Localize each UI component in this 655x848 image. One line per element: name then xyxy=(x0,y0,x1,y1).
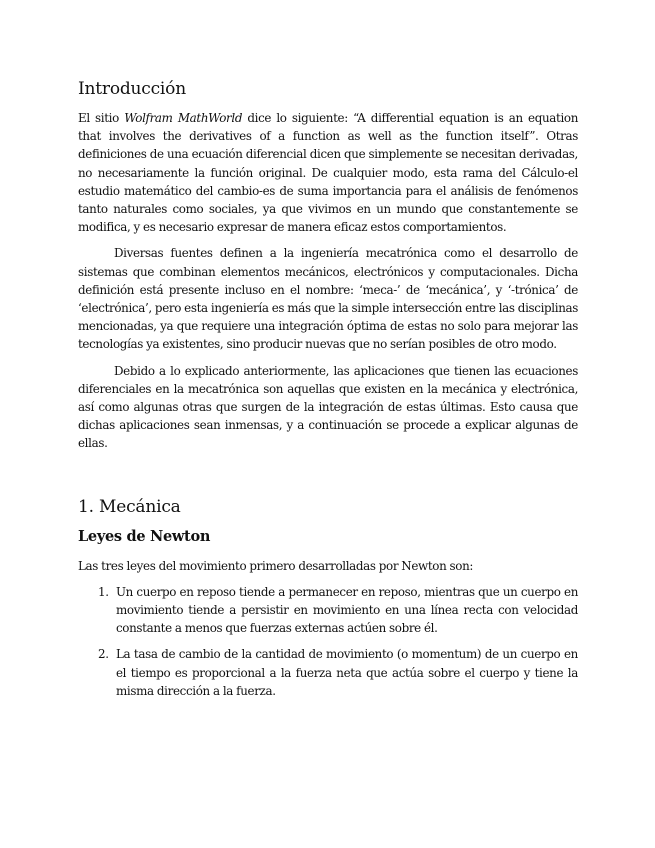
intro-paragraph-1 xyxy=(78,109,578,236)
document-page xyxy=(78,78,578,708)
newton-laws-list xyxy=(78,583,578,700)
source-name: Wolfram MathWorld xyxy=(124,111,243,125)
intro-paragraph-1-rest: dice lo siguiente: “A differential equation is an equation that involves the derivatives of a function as well as the function itself”. Otras definiciones de una ecuación diferencial dicen que simplemente se necesitan derivadas, no necesariamente la función original. De cualquier modo, esta rama del Cálculo-el estudio matemático del cambio-es de suma importancia para el análisis de fenómenos tanto naturales como sociales, ya que vivimos en un mundo que constantemente se modifica, y es necesario expresar de manera eficaz estos comportamientos. xyxy=(78,111,579,235)
list-item-text: La tasa de cambio de la cantidad de movimiento (o momentum) de un cuerpo en el tiempo es proporcional a la fuerza neta que actúa sobre el cuerpo y tiene la misma dirección a la fuerza. xyxy=(116,647,578,698)
newton-laws-lead: Las tres leyes del movimiento primero desarrolladas por Newton son: xyxy=(78,558,474,573)
intro-heading: Introducción xyxy=(78,79,186,99)
list-item-number: 1. xyxy=(98,584,109,599)
list-item-text: Un cuerpo en reposo tiende a permanecer en reposo, mientras que un cuerpo en movimiento tiende a persistir en movimiento en una línea recta con velocidad constante a menos que fuerzas externas actúen sobre él. xyxy=(116,584,578,636)
mechanics-heading: 1. Mecánica xyxy=(78,496,181,517)
intro-paragraph-3: Debido a lo explicado anteriormente, las aplicaciones que tienen las ecuaciones diferenciales en la mecatrónica son aquellas que existen en la mecánica y electrónica, así como algunas otras que surgen de la integración de estas últimas. Esto causa que dichas aplicaciones sean inmensas, y a continuación se procede a explicar algunas de ellas. xyxy=(78,363,578,451)
section-spacer xyxy=(78,461,578,496)
list-item xyxy=(78,645,578,700)
newton-laws-heading: Leyes de Newton xyxy=(78,527,211,545)
intro-paragraph-1-start: El sitio xyxy=(78,111,125,125)
list-item xyxy=(78,583,578,638)
intro-paragraph-2: Diversas fuentes definen a la ingeniería mecatrónica como el desarrollo de sistemas que combinan elementos mecánicos, electrónicos y computacionales. Dicha definición está presente incluso en el nombre: ‘meca-’ de ‘mecánica’, y ‘-trónica’ de ‘electrónica’, pero esta ingeniería es más que la simple intersección entre las disciplinas mencionadas, ya que requiere una integración óptima de estas no solo para mejorar las tecnologías ya existentes, sino producir nuevas que no serían posibles de otro modo. xyxy=(78,246,579,352)
list-item-number: 2. xyxy=(98,647,109,662)
